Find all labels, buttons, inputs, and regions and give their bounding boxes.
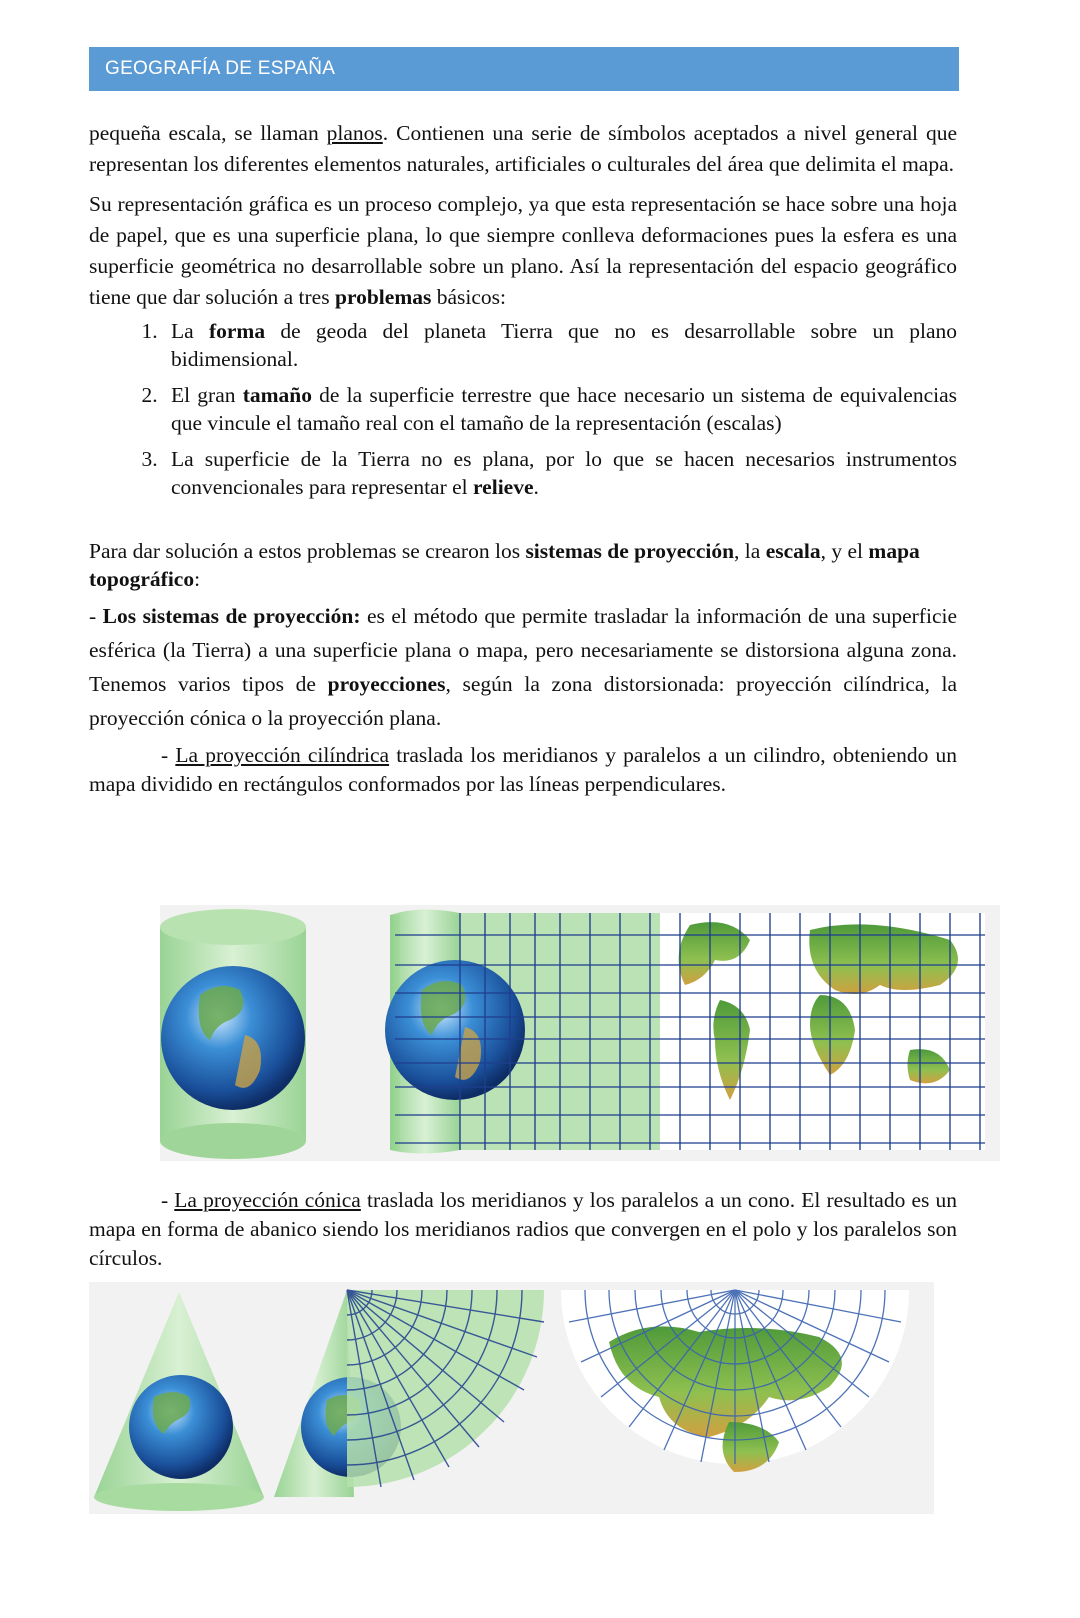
conic-projection-figure	[89, 1282, 934, 1514]
paragraph-soluciones: Para dar solución a estos problemas se crearon los sistemas de proyección, la escala, y el mapa topográfico:	[89, 539, 920, 591]
paragraph-proyeccion-cilindrica: - La proyección cilíndrica traslada los meridianos y paralelos a un cilindro, obteniendo un mapa dividido en rectángulos conformados por las líneas perpendiculares.	[89, 743, 957, 796]
list-item: 2. El gran tamaño de la superficie terrestre que hace necesario un sistema de equivalencias que vincule el tamaño real con el tamaño de la representación (escalas)	[163, 381, 957, 437]
paragraph-sistemas-proyeccion: - Los sistemas de proyección: es el método que permite trasladar la información de una superficie esférica (la Tierra) a una superficie plana o mapa, pero necesariamente se distorsiona alguna zona. Tenemos varios tipos de proyecciones, según la zona distorsionada: proyección cilíndrica, la proyección cónica o la proyección plana.	[89, 604, 958, 730]
list-item: 3. La superficie de la Tierra no es plana, por lo que se hacen necesarios instrumentos convencionales para representar el relieve.	[163, 445, 957, 501]
paragraph-planos: pequeña escala, se llaman planos. Contienen una serie de símbolos aceptados a nivel general que representan los diferentes elementos naturales, artificiales o culturales del área que delimita el mapa.	[89, 121, 958, 176]
document-body	[89, 118, 957, 799]
problems-list	[89, 317, 957, 501]
paragraph-proyeccion-conica: - La proyección cónica traslada los meridianos y los paralelos a un cono. El resultado es un mapa en forma de abanico siendo los meridianos radios que convergen en el polo y los paralelos son círculos.	[89, 1188, 957, 1270]
page-header	[89, 47, 959, 91]
term-planos: planos	[326, 121, 383, 145]
paragraph-representacion: Su representación gráfica es un proceso complejo, ya que esta representación se hace sobre una hoja de papel, que es una superficie plana, lo que siempre conlleva deformaciones pues la esfera es una superficie geométrica no desarrollable sobre un plano. Así la representación del espacio geográfico tiene que dar solución a tres problemas básicos:	[89, 192, 957, 309]
globe-icon	[385, 960, 525, 1100]
header-title: GEOGRAFÍA DE ESPAÑA	[105, 58, 336, 79]
list-item: 1. La forma de geoda del planeta Tierra que no es desarrollable sobre un plano bidimensional.	[163, 317, 957, 373]
cylindrical-projection-figure	[160, 905, 1000, 1161]
term-problemas: problemas	[334, 285, 432, 309]
globe-icon	[129, 1375, 233, 1479]
conic-illustration	[89, 1282, 934, 1514]
cylindrical-illustration	[160, 905, 1000, 1161]
